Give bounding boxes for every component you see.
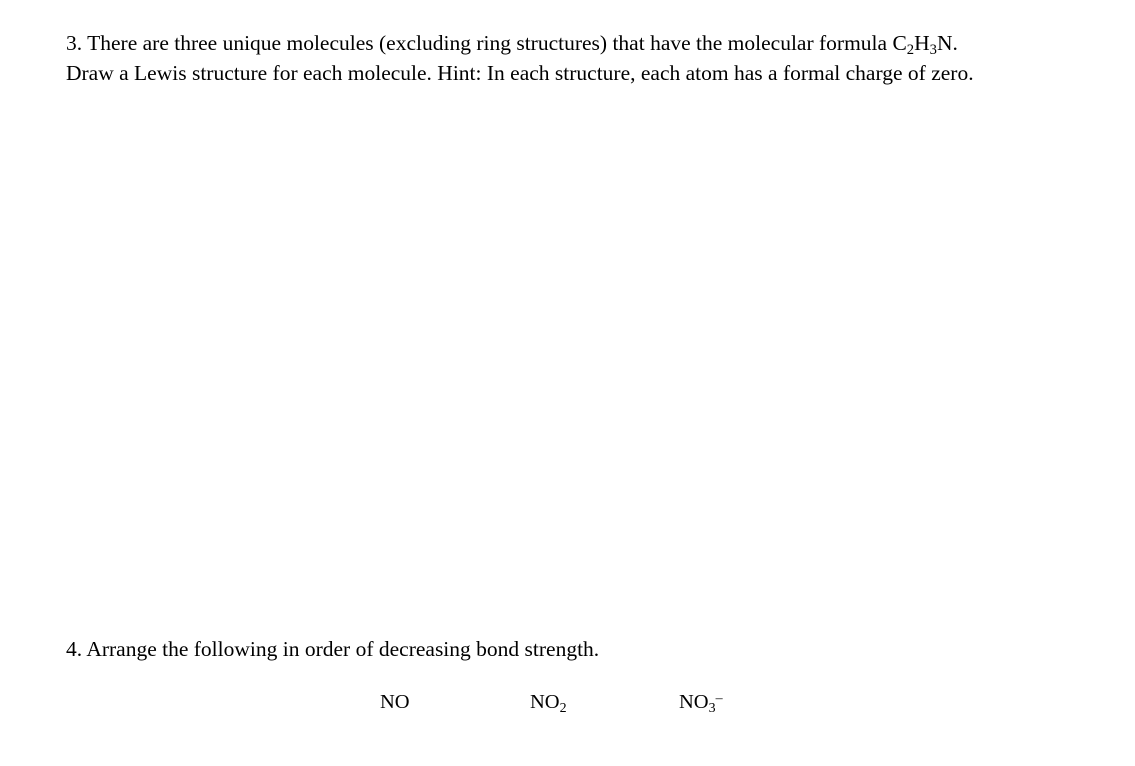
question-4: 4. Arrange the following in order of decreasing bond strength. [66,637,600,661]
species-no3-anion: NO3– [679,690,723,716]
question-3-line-1: 3. There are three unique molecules (excluding ring structures) that have the molecular formula C2H3N. [66,31,958,59]
question-3 [66,30,1116,87]
species-no2: NO2 [530,691,567,716]
question-3-text: 3. There are three unique molecules (excluding ring structures) that have the molecular formula [66,31,893,55]
species-no: NO [380,691,410,713]
question-3-line-2: Draw a Lewis structure for each molecule. Hint: In each structure, each atom has a formal charge of zero. [66,61,974,85]
molecular-formula: C2H3N [892,31,953,59]
